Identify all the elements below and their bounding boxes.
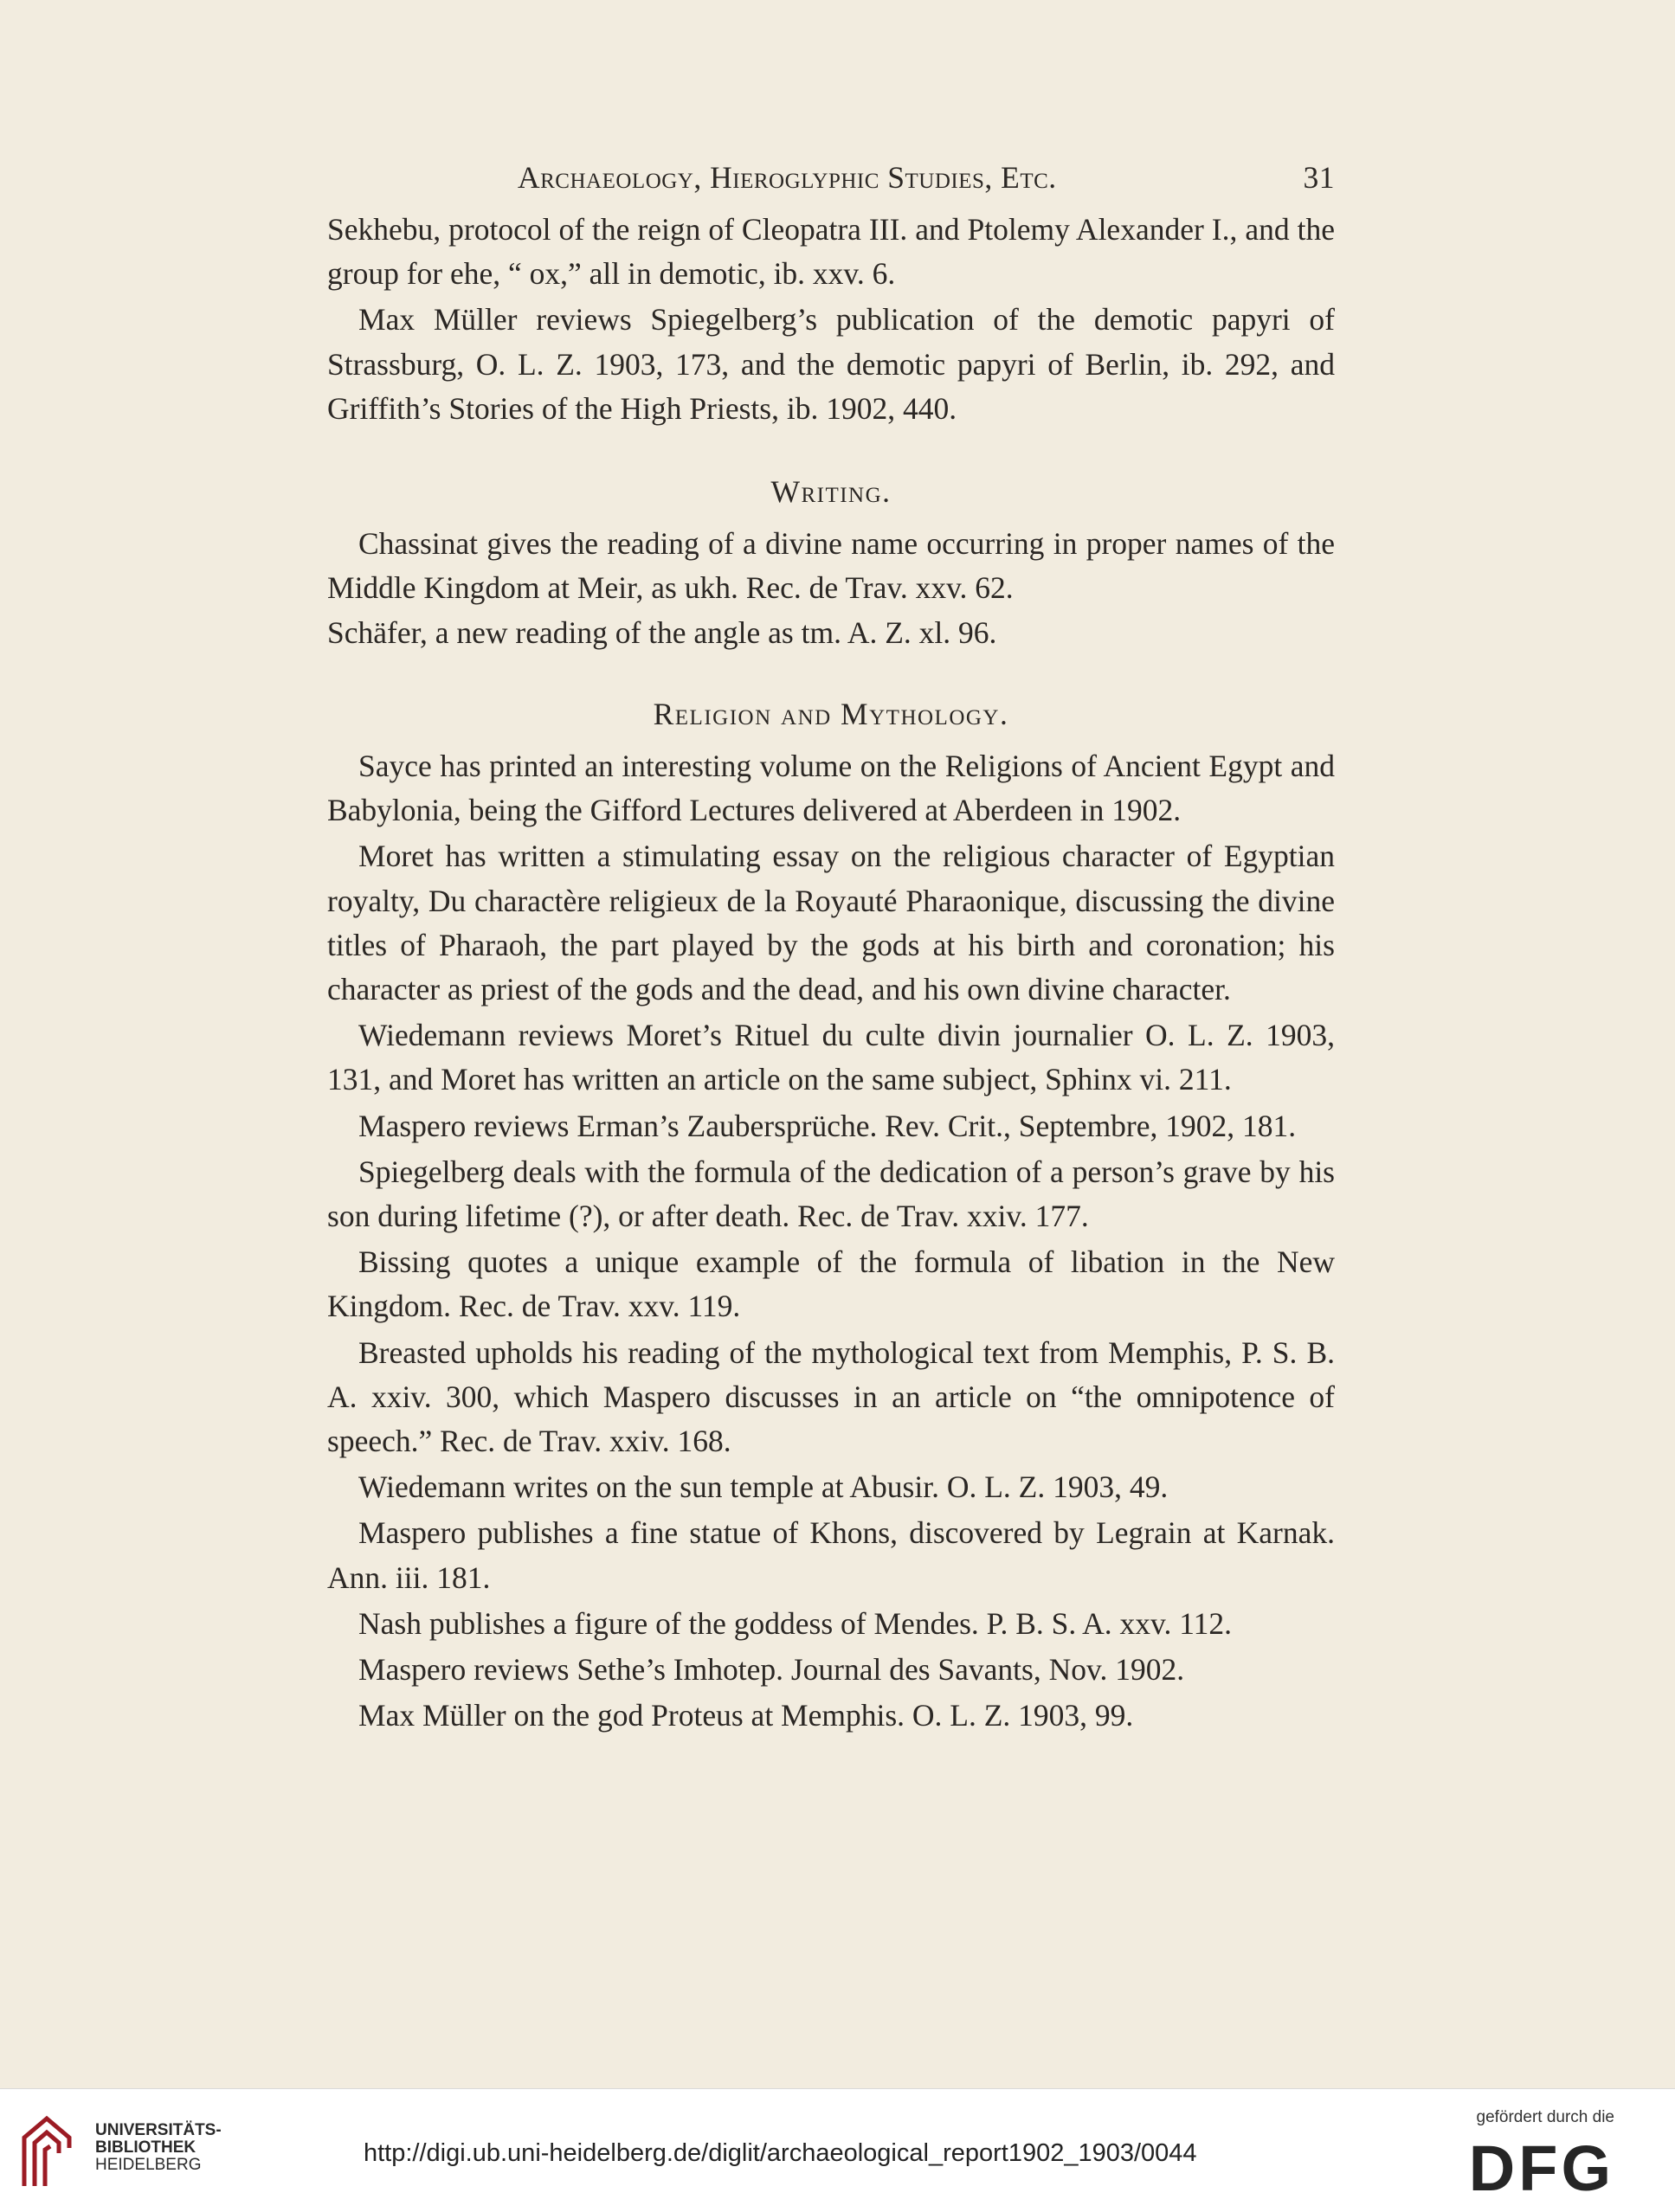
paragraph-breasted: Breasted upholds his reading of the mythological text from Memphis, P. S. B. A. xxiv. 300, which Maspero discusses in an article on “the omnipotence of speech.” Rec. de Trav. xxiv. 168. xyxy=(327,1334,1335,1459)
paragraph-wiedemann-abusir: Wiedemann writes on the sun temple at Abusir. O. L. Z. 1903, 49. xyxy=(358,1469,1169,1505)
paragraph-maspero-erman: Maspero reviews Erman’s Zaubersprüche. Rev. Crit., Septembre, 1902, 181. xyxy=(358,1108,1297,1143)
paragraph-spiegelberg: Spiegelberg deals with the formula of the dedication of a person’s grave by his son during lifetime (?), or after death. Rec. de Trav. xxiv. 177. xyxy=(327,1154,1335,1234)
paragraph-maspero-sethe: Maspero reviews Sethe’s Imhotep. Journal des Savants, Nov. 1902. xyxy=(358,1652,1185,1688)
ub-heidelberg-logo-icon xyxy=(19,2113,74,2193)
paragraph-max-muller-demotic: Max Müller reviews Spiegelberg’s publication of the demotic papyri of Strassburg, O. L. Z. 1903, 173, and the demotic papyri of Berlin, ib. 292, and Griffith’s Stories of the High Priests, ib. 1902, 440. xyxy=(327,302,1335,426)
running-header xyxy=(327,156,1335,201)
paragraph-sayce: Sayce has printed an interesting volume on the Religions of Ancient Egypt and Babylonia, being the Gifford Lectures delivered at Aberdeen in 1902. xyxy=(327,749,1335,828)
paragraph-schafer: Schäfer, a new reading of the angle as tm. A. Z. xl. 96. xyxy=(327,614,997,650)
paragraph-sekhebu: Sekhebu, protocol of the reign of Cleopatra III. and Ptolemy Alexander I., and the group for ehe, “ ox,” all in demotic, ib. xxv. 6. xyxy=(327,212,1335,292)
section-heading-religion: Religion and Mythology. xyxy=(653,696,1009,731)
paragraph-moret: Moret has written a stimulating essay on the religious character of Egyptian royalty, Du charactère religieux de la Royauté Pharaonique, discussing the divine titles of Pharaoh, the part played by the gods at his birth and coronation; his character as priest of the gods and the dead, and his own divine character. xyxy=(327,839,1335,1007)
paragraph-wiedemann-moret: Wiedemann reviews Moret’s Rituel du culte divin journalier O. L. Z. 1903, 131, and Moret has written an article on the same subject, Sphinx vi. 211. xyxy=(327,1018,1335,1097)
section-heading-writing: Writing. xyxy=(770,474,892,510)
paragraph-chassinat: Chassinat gives the reading of a divine name occurring in proper names of the Middle Kingdom at Meir, as ukh. Rec. de Trav. xxv. 62. xyxy=(327,526,1335,606)
running-title: Archaeology, Hieroglyphic Studies, Etc. xyxy=(518,160,1057,195)
paragraph-nash: Nash publishes a figure of the goddess of Mendes. P. B. S. A. xxv. 112. xyxy=(358,1605,1233,1641)
permalink-url[interactable]: http://digi.ub.uni-heidelberg.de/diglit/archaeological_report1902_1903/0044 xyxy=(364,2139,1197,2167)
library-name-line2: BIBLIOTHEK xyxy=(95,2138,196,2157)
library-name-line1: UNIVERSITÄTS- xyxy=(95,2121,222,2139)
funding-caption: gefördert durch die xyxy=(1476,2108,1614,2126)
dfg-logo: DFG xyxy=(1468,2132,1614,2204)
paragraph-maspero-khons: Maspero publishes a fine statue of Khons, discovered by Legrain at Karnak. Ann. iii. 181. xyxy=(327,1515,1335,1595)
page-body xyxy=(327,156,1335,1739)
paragraph-max-muller-proteus: Max Müller on the god Proteus at Memphis. O. L. Z. 1903, 99. xyxy=(358,1698,1134,1733)
page-number: 31 xyxy=(1303,160,1335,195)
viewer-footer xyxy=(0,2088,1675,2212)
library-name xyxy=(95,2122,222,2174)
library-name-line3: HEIDELBERG xyxy=(95,2156,202,2174)
paragraph-bissing: Bissing quotes a unique example of the formula of libation in the New Kingdom. Rec. de Trav. xxv. 119. xyxy=(327,1244,1335,1324)
